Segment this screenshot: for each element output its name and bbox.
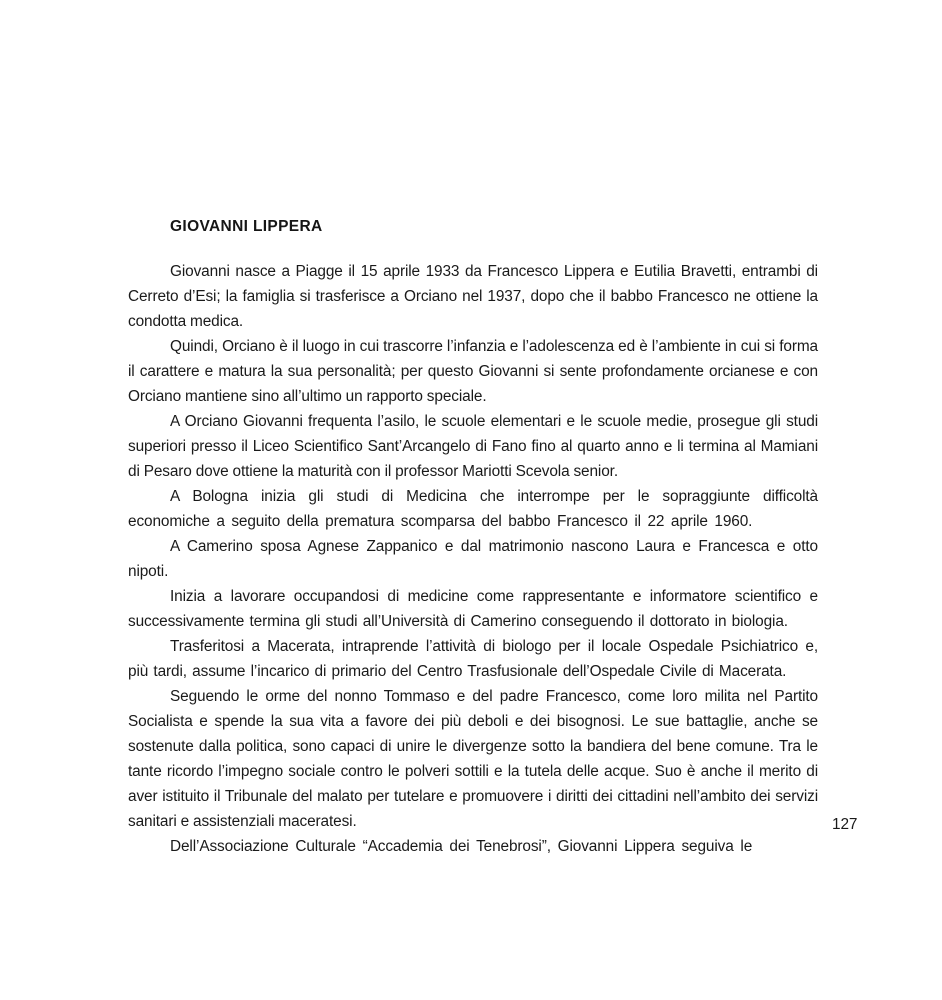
paragraph-3: A Orciano Giovanni frequenta l’asilo, le scuole elementari e le scuole medie, prosegue gli studi superiori presso il Liceo Scientifico Sant’Arcangelo di Fano fino al quarto anno e li termina al Mamiani di Pesaro dove ottiene la maturità con il professor Mariotti Scevola senior. [128,412,818,480]
page-number: 127 [832,816,858,833]
page-text-block [128,218,818,859]
paragraph-6: Inizia a lavorare occupandosi di medicine come rappresentante e informatore scientifico e successivamente termina gli studi all’Università di Camerino conseguendo il dottorato in biologia. [128,587,818,630]
last-paragraph-row [128,834,818,859]
paragraph-9: Dell’Associazione Culturale “Accademia dei Tenebrosi”, Giovanni Lippera seguiva le [170,837,753,855]
paragraph-7: Trasferitosi a Macerata, intraprende l’attività di biologo per il locale Ospedale Psichiatrico e, più tardi, assume l’incarico di primario del Centro Trasfusionale dell’Ospedale Civile di Macerata. [128,637,818,680]
paragraph-8: Seguendo le orme del nonno Tommaso e del padre Francesco, come loro milita nel Partito Socialista e spende la sua vita a favore dei più deboli e dei bisognosi. Le sue battaglie, anche se sostenute dalla politica, sono capaci di unire le divergenze sotto la bandiera del bene comune. Tra le tante ricordo l’impegno sociale contro le polveri sottili e la tutela delle acque. Suo è anche il merito di aver istituito il Tribunale del malato per tutelare e promuovere i diritti dei cittadini nell’ambito dei servizi sanitari e assistenziali maceratesi. [128,687,818,830]
paragraph-2: Quindi, Orciano è il luogo in cui trascorre l’infanzia e l’adolescenza ed è l’ambiente in cui si forma il carattere e matura la sua personalità; per questo Giovanni si sente profondamente orcianese e con Orciano mantiene sino all’ultimo un rapporto speciale. [128,337,818,405]
paragraph-1: Giovanni nasce a Piagge il 15 aprile 1933 da Francesco Lippera e Eutilia Bravetti, entrambi di Cerreto d’Esi; la famiglia si trasferisce a Orciano nel 1937, dopo che il babbo Francesco ne ottiene la condotta medica. [128,262,818,330]
page-title: GIOVANNI LIPPERA [170,218,323,235]
paragraph-5: A Camerino sposa Agnese Zappanico e dal matrimonio nascono Laura e Francesca e otto nipoti. [128,537,818,580]
paragraph-4: A Bologna inizia gli studi di Medicina che interrompe per le sopraggiunte difficoltà economiche a seguito della prematura scomparsa del babbo Francesco il 22 aprile 1960. [128,487,818,530]
